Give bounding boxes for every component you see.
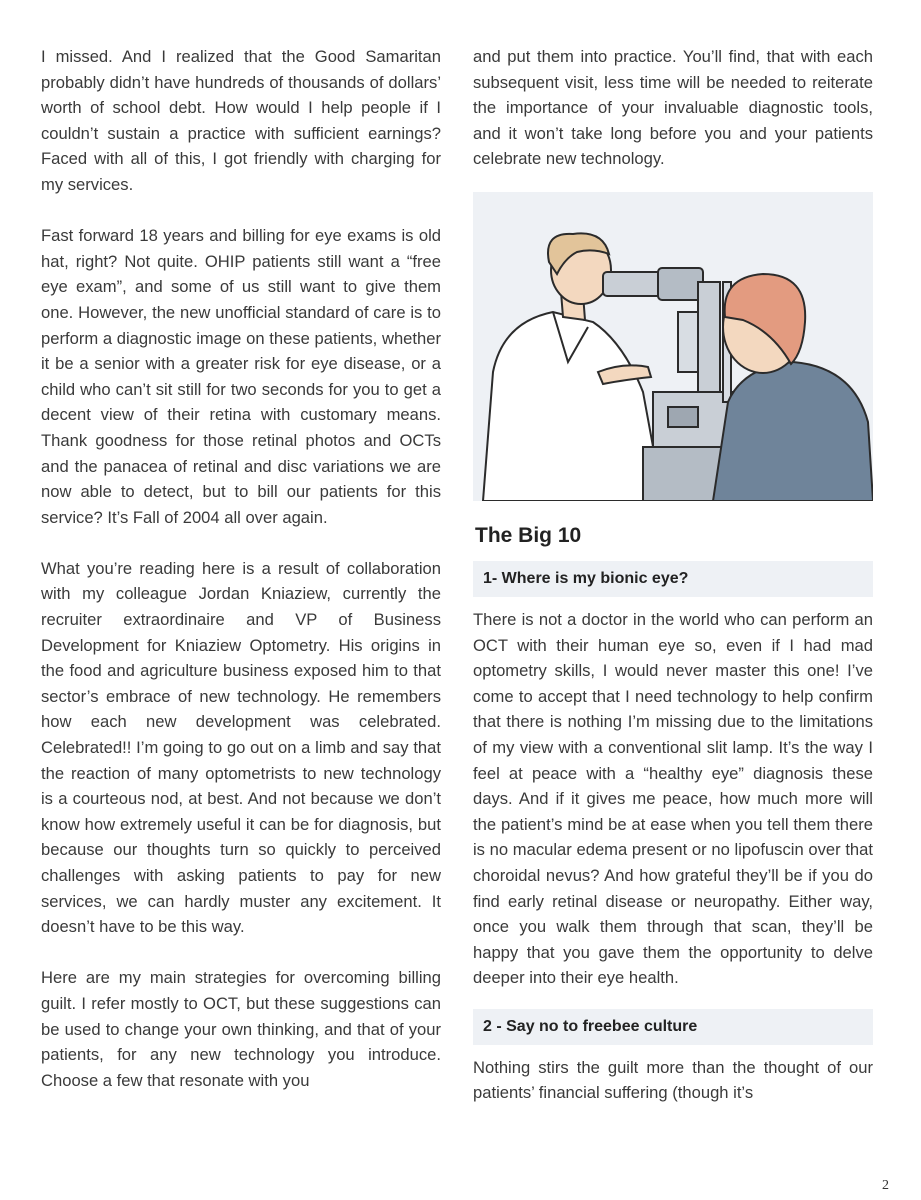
paragraph: There is not a doctor in the world who can perform an OCT with their human eye so, even if I had mad optometry skills, I would never master this one! I’ve come to accept that I need technology to help confirm that there is nothing I’m missing due to the limitations of my view with a conventional slit lamp. It’s the way I feel at peace with a “healthy eye” diagnosis these days. And if it gives me peace, how much more will the patient’s mind be at ease when you tell them there is no macular edema present or no lipofuscin over that choroidal nevus? And how grateful they’ll be if you do find early retinal disease or neuropathy. Either way, once you walk them through that scan, they’ll be happy that you gave them the opportunity to delve deeper into their eye health.	[473, 609, 873, 988]
right-column	[473, 44, 873, 1124]
subsection-title: 2 - Say no to freebee culture	[473, 1009, 873, 1045]
paragraph: and put them into practice. You’ll find, that with each subsequent visit, less time will be needed to reiterate the importance of your invaluable diagnostic tools, and it won’t take long before you and your patients celebrate new technology.	[473, 47, 873, 169]
paragraph: Here are my main strategies for overcoming billing guilt. I refer mostly to OCT, but these suggestions can be used to change your own thinking, and that of your patients, for any new technology you introduce. Choose a few that resonate with you	[41, 968, 441, 1090]
page-number: 2	[882, 1178, 889, 1193]
paragraph: Fast forward 18 years and billing for eye exams is old hat, right? Not quite. OHIP patients still want a “free eye exam”, and some of us still want to give them one. However, the new unofficial standard of care is to perform a diagnostic image on these patients, whether it be a senior with a greater risk for eye disease, or a child who can’t sit still for two seconds for you to get a decent view of their retina with customary means. Thank goodness for those retinal photos and OCTs and the panacea of retinal and disc variations we are now able to detect, but to bill our patients for this service? It’s Fall of 2004 all over again.	[41, 226, 441, 527]
eye-exam-illustration	[473, 192, 873, 501]
section-heading: The Big 10	[475, 523, 582, 547]
subsection-title: 1- Where is my bionic eye?	[473, 561, 873, 597]
optometrist-slit-lamp-drawing	[473, 192, 873, 501]
left-column	[41, 44, 441, 1093]
paragraph: Nothing stirs the guilt more than the thought of our patients’ financial suffering (though it’s	[473, 1057, 873, 1103]
paragraph: I missed. And I realized that the Good Samaritan probably didn’t have hundreds of thousands of dollars’ worth of school debt. How would I help people if I couldn’t sustain a practice with sufficient earnings? Faced with all of this, I got friendly with charging for my services.	[41, 47, 441, 194]
paragraph: What you’re reading here is a result of collaboration with my colleague Jordan Kniaziew, currently the recruiter extraordinaire and VP of Business Development for Kniaziew Optometry. His origins in the food and agriculture business exposed him to that sector’s embrace of new technology. He remembers how each new development was celebrated. Celebrated!! I’m going to go out on a limb and say that the reaction of many optometrists to new technology is a courteous nod, at best. And not because we don’t know how extremely useful it can be for diagnosis, but because our thoughts turn so quickly to perceived challenges with asking patients to pay for new services, we can hardly muster any excitement. It doesn’t have to be this way.	[41, 558, 441, 937]
